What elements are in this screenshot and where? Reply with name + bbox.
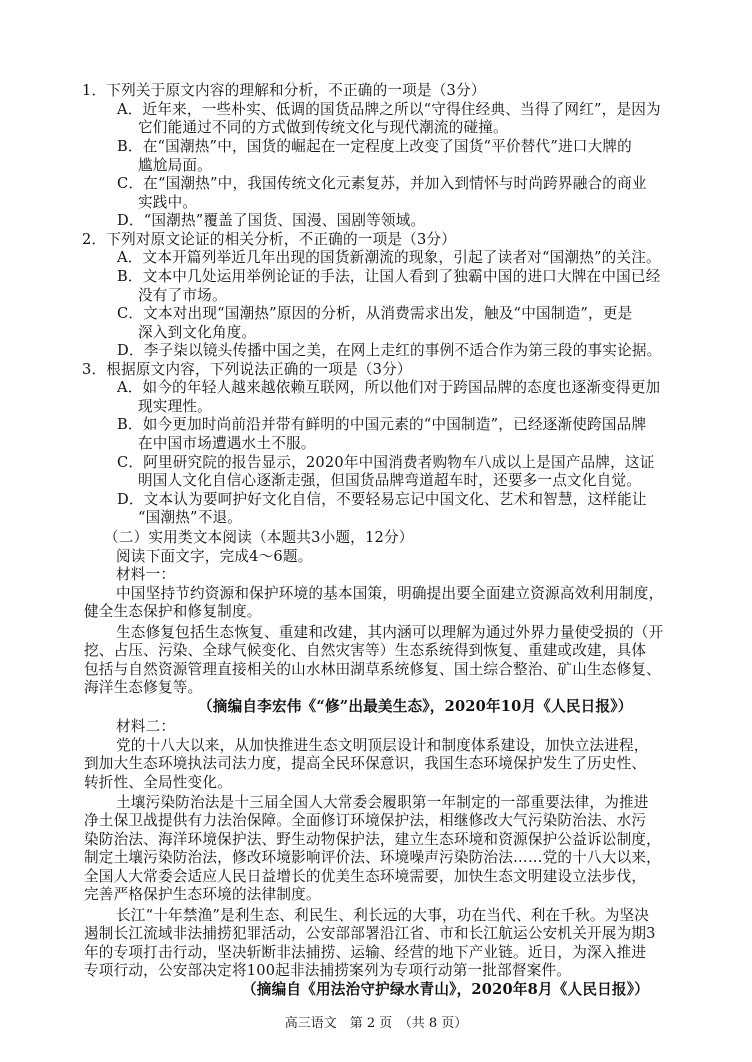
q2-option-b: B．文本中几处运用举例论证的手法，让国人看到了独霸中国的进口大牌在中国已经 [117,268,661,285]
q1-option-b-cont: 尴尬局面。 [138,157,212,174]
m2-p1-line1: 党的十八大以来，从加快推进生态文明顶层设计和制度体系建设，加快立法进程， [116,737,649,754]
m1-p1-line2: 健全生态保护和修复制度。 [84,603,262,620]
q1-option-d: D．“国潮热”覆盖了国货、国漫、国剧等领域。 [117,212,426,229]
m2-p1-line2: 到加大生态环境执法司法力度，提高全民环保意识，我国生态环境保护发生了历史性、 [84,755,647,772]
m2-p2-line5: 全国人大常委会适应人民日益增长的优美生态环境需要，加快生态文明建设立法步伐， [84,868,647,885]
q1-option-a-cont: 它们能通过不同的方式做到传统文化与现代潮流的碰撞。 [138,119,508,136]
m2-p2-line3: 染防治法、海洋环境保护法、野生动物保护法，建立生态环境和资源保护公益诉讼制度， [84,831,661,848]
q2-option-c: C．文本对出现“国潮热”原因的分析，从消费需求出发，触及“中国制造”，更是 [117,305,633,322]
q1-option-c: C．在“国潮热”中，我国传统文化元素复苏，并加入到情怀与时尚跨界融合的商业 [117,175,647,192]
q3-option-c: C．阿里研究院的报告显示，2020年中国消费者购物车八成以上是国产品牌，这证 [117,454,655,471]
m1-p2-line1: 生态修复包括生态恢复、重建和改建，其内涵可以理解为通过外界力量使受损的（开 [116,624,664,641]
page-footer: 高三语文 第 2 页 （共 8 页） [284,1016,468,1031]
q3-option-b: B．如今更加时尚前沿并带有鲜明的中国元素的“中国制造”，已经逐渐使跨国品牌 [117,416,647,433]
m2-p2-line4: 制定土壤污染防治法，修改环境影响评价法、环境噪声污染防治法……党的十八大以来， [84,849,661,866]
q1-option-b: B．在“国潮热”中，国货的崛起在一定程度上改变了国货“平价替代”进口大牌的 [117,138,632,155]
q2-option-b-cont: 没有了市场。 [138,287,227,304]
question-1-stem: 1．下列关于原文内容的理解和分析，不正确的一项是（3分） [82,82,486,99]
m2-p3-line2: 遏制长江流域非法捕捞犯罪活动，公安部部署沿江省、市和长江航运公安机关开展为期3 [84,925,656,942]
section-intro: 阅读下面文字，完成4～6题。 [116,548,313,565]
q1-option-c-cont: 实践中。 [138,194,198,211]
q3-option-d-cont: “国潮热”不退。 [138,509,243,526]
material-2-source: （摘编自《用法治守护绿水青山》，2020年8月《人民日报》） [242,981,650,998]
m2-p3-line4: 专项行动，公安部决定将100起非法捕捞案列为专项行动第一批部督案件。 [84,962,572,979]
section-heading: （二）实用类文本阅读（本题共3小题，12分） [104,529,414,546]
m2-p2-line2: 净土保卫战提供有力法治保障。全面修订环境保护法，相继修改大气污染防治法、水污 [84,812,647,829]
m2-p3-line1: 长江“十年禁渔”是利生态、利民生、利长远的大事，功在当代、利在千秋。为坚决 [116,907,650,924]
q1-option-a: A．近年来，一些朴实、低调的国货品牌之所以“守得住经典、当得了网红”，是因为 [117,101,661,118]
q2-option-c-cont: 深入到文化角度。 [138,324,257,341]
material-1-source: （摘编自李宏伟《“修”出最美生态》，2020年10月《人民日报》） [198,698,633,715]
m2-p1-line3: 转折性、全局性变化。 [84,774,232,791]
q3-option-d: D．文本认为要呵护好文化自信，不要轻易忘记中国文化、艺术和智慧，这样能让 [117,491,647,508]
material-2-label: 材料二： [116,718,176,735]
m1-p2-line2: 挖、占压、污染、全球气候变化、自然灾害等）生态系统得到恢复、重建或改建，具体 [84,642,647,659]
m1-p2-line4: 海洋生态修复等。 [84,679,203,696]
m2-p3-line3: 年的专项打击行动，坚决斩断非法捕捞、运输、经营的地下产业链。近日，为深入推进 [84,944,647,961]
q2-option-d: D．李子柒以镜头传播中国之美，在网上走红的事例不适合作为第三段的事实论据。 [117,342,662,359]
q3-option-b-cont: 在中国市场遭遇水土不服。 [138,435,316,452]
m2-p2-line6: 完善严格保护生态环境的法律制度。 [84,886,321,903]
m1-p1-line1: 中国坚持节约资源和保护环境的基本国策，明确提出要全面建立资源高效利用制度， [116,585,664,602]
q3-option-a-cont: 现实理性。 [138,398,212,415]
question-3-stem: 3．根据原文内容，下列说法正确的一项是（3分） [82,361,412,378]
question-2-stem: 2．下列对原文论证的相关分析，不正确的一项是（3分） [82,231,457,248]
m2-p2-line1: 土壤污染防治法是十三届全国人大常委会履职第一年制定的一部重要法律，为推进 [116,794,649,811]
material-1-label: 材料一： [116,566,176,583]
m1-p2-line3: 包括与自然资源管理直接相关的山水林田湖草系统修复、国土综合整治、矿山生态修复、 [84,661,661,678]
q3-option-a: A．如今的年轻人越来越依赖互联网，所以他们对于跨国品牌的态度也逐渐变得更加 [117,379,661,396]
q2-option-a: A．文本开篇列举近几年出现的国货新潮流的现象，引起了读者对“国潮热”的关注。 [117,249,661,266]
q3-option-c-cont: 明国人文化自信心逐渐走强，但国货品牌弯道超车时，还要多一点文化自觉。 [138,472,641,489]
